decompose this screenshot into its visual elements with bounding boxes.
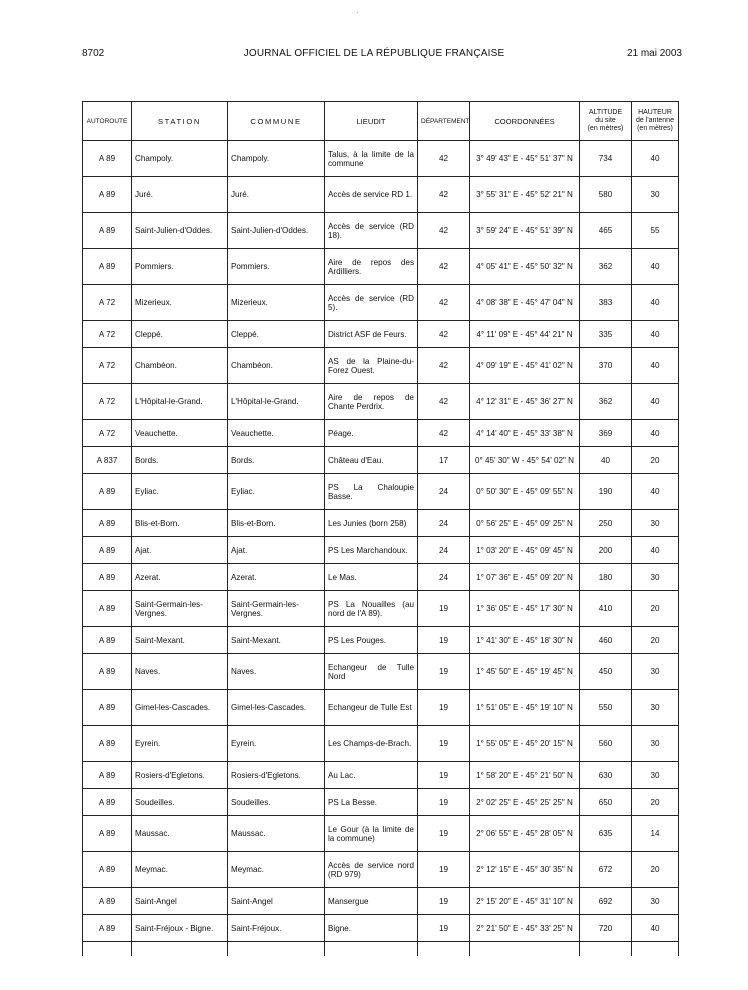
cell-lieudit: AS de la Plaine-du-Forez Ouest.	[325, 348, 418, 384]
table-row	[83, 510, 679, 537]
page-number: 8702	[82, 48, 105, 59]
cell-altitude: 734	[580, 141, 632, 177]
cell-autoroute: A 89	[83, 852, 132, 888]
cell-lieudit: Echangeur de Tulle Nord	[325, 654, 418, 690]
table-row	[83, 816, 679, 852]
col-header-commune: COMMUNE	[228, 102, 325, 141]
cell-coordonnees: 2° 02' 25" E - 45° 25' 25" N	[470, 789, 580, 816]
cell-lieudit: Les Champs-de-Brach.	[325, 726, 418, 762]
table-row	[83, 627, 679, 654]
table-row	[83, 852, 679, 888]
cell-autoroute: A 89	[83, 888, 132, 915]
cell-hauteur: 30	[632, 888, 679, 915]
cell-autoroute: A 89	[83, 591, 132, 627]
table-row	[83, 447, 679, 474]
cell-hauteur: 40	[632, 321, 679, 348]
cell-lieudit: Le Mas.	[325, 564, 418, 591]
cell-autoroute: A 72	[83, 321, 132, 348]
cell-coordonnees: 4° 11' 09" E - 45° 44' 21" N	[470, 321, 580, 348]
cell-commune: Bords.	[228, 447, 325, 474]
cell-coordonnees: 3° 49' 43" E - 45° 51' 37" N	[470, 141, 580, 177]
table-row	[83, 564, 679, 591]
cell-altitude: 383	[580, 285, 632, 321]
cell-station: Gimel-les-Cascades.	[132, 690, 228, 726]
cell-departement: 19	[418, 762, 470, 789]
cell-commune: Maussac.	[228, 816, 325, 852]
continuation-cell	[228, 942, 325, 956]
continuation-cell	[132, 942, 228, 956]
cell-station: Maussac.	[132, 816, 228, 852]
table-header-row	[83, 102, 679, 141]
cell-departement: 19	[418, 654, 470, 690]
cell-autoroute: A 89	[83, 177, 132, 213]
cell-departement: 19	[418, 591, 470, 627]
cell-commune: Saint-Angel	[228, 888, 325, 915]
cell-hauteur: 40	[632, 537, 679, 564]
cell-commune: Soudeilles.	[228, 789, 325, 816]
cell-station: Champoly.	[132, 141, 228, 177]
cell-lieudit: Talus, à la limite de la commune	[325, 141, 418, 177]
cell-commune: Ajat.	[228, 537, 325, 564]
cell-altitude: 465	[580, 213, 632, 249]
cell-hauteur: 30	[632, 690, 679, 726]
cell-commune: Gimel-les-Cascades.	[228, 690, 325, 726]
altitude-header-line3: (en mètres)	[587, 125, 624, 132]
cell-hauteur: 40	[632, 348, 679, 384]
cell-departement: 42	[418, 213, 470, 249]
altitude-header-line1: ALTITUDE	[588, 109, 623, 116]
cell-station: Saint-Germain-les-Vergnes.	[132, 591, 228, 627]
table-row	[83, 213, 679, 249]
cell-departement: 24	[418, 537, 470, 564]
cell-lieudit: PS La Nouailles (au nord de l'A 89).	[325, 591, 418, 627]
cell-autoroute: A 72	[83, 384, 132, 420]
cell-hauteur: 20	[632, 591, 679, 627]
cell-station: Rosiers-d'Egletons.	[132, 762, 228, 789]
cell-departement: 42	[418, 384, 470, 420]
cell-departement: 42	[418, 321, 470, 348]
cell-station: Eyliac.	[132, 474, 228, 510]
table-row	[83, 321, 679, 348]
col-header-station: STATION	[132, 102, 228, 141]
cell-commune: Mizerieux.	[228, 285, 325, 321]
cell-coordonnees: 1° 55' 05" E - 45° 20' 15" N	[470, 726, 580, 762]
cell-commune: Azerat.	[228, 564, 325, 591]
cell-autoroute: A 89	[83, 510, 132, 537]
cell-station: L'Hôpital-le-Grand.	[132, 384, 228, 420]
cell-departement: 19	[418, 789, 470, 816]
cell-hauteur: 30	[632, 564, 679, 591]
cell-station: Saint-Mexant.	[132, 627, 228, 654]
cell-altitude: 370	[580, 348, 632, 384]
continuation-cell	[580, 942, 632, 956]
cell-departement: 19	[418, 726, 470, 762]
cell-commune: Champoly.	[228, 141, 325, 177]
cell-hauteur: 40	[632, 141, 679, 177]
cell-lieudit: PS La Chaloupie Basse.	[325, 474, 418, 510]
cell-autoroute: A 89	[83, 654, 132, 690]
table-row	[83, 384, 679, 420]
col-header-coordonnees: COORDONNÉES	[470, 102, 580, 141]
cell-hauteur: 55	[632, 213, 679, 249]
cell-hauteur: 20	[632, 627, 679, 654]
cell-autoroute: A 837	[83, 447, 132, 474]
cell-coordonnees: 2° 06' 55" E - 45° 28' 05" N	[470, 816, 580, 852]
cell-autoroute: A 89	[83, 564, 132, 591]
cell-lieudit: Accès de service RD 1.	[325, 177, 418, 213]
cell-coordonnees: 4° 12' 31" E - 45° 36' 27" N	[470, 384, 580, 420]
cell-altitude: 250	[580, 510, 632, 537]
table-row	[83, 888, 679, 915]
table-row	[83, 285, 679, 321]
cell-hauteur: 30	[632, 177, 679, 213]
cell-coordonnees: 4° 08' 38" E - 45° 47' 04" N	[470, 285, 580, 321]
cell-lieudit: District ASF de Feurs.	[325, 321, 418, 348]
cell-hauteur: 30	[632, 510, 679, 537]
cell-altitude: 40	[580, 447, 632, 474]
col-header-altitude	[580, 102, 632, 141]
cell-lieudit: Péage.	[325, 420, 418, 447]
continuation-cell	[418, 942, 470, 956]
table-row	[83, 726, 679, 762]
cell-lieudit: PS La Besse.	[325, 789, 418, 816]
cell-autoroute: A 72	[83, 285, 132, 321]
cell-departement: 19	[418, 852, 470, 888]
cell-departement: 19	[418, 915, 470, 942]
cell-hauteur: 20	[632, 852, 679, 888]
cell-lieudit: Accès de service nord (RD 979)	[325, 852, 418, 888]
continuation-cell	[83, 942, 132, 956]
cell-altitude: 650	[580, 789, 632, 816]
cell-departement: 24	[418, 510, 470, 537]
cell-coordonnees: 1° 36' 05" E - 45° 17' 30" N	[470, 591, 580, 627]
table-row	[83, 348, 679, 384]
cell-coordonnees: 1° 41' 30" E - 45° 18' 30" N	[470, 627, 580, 654]
cell-commune: Saint-Mexant.	[228, 627, 325, 654]
cell-commune: Rosiers-d'Egletons.	[228, 762, 325, 789]
cell-coordonnees: 0° 45' 30" W - 45° 54' 02" N	[470, 447, 580, 474]
cell-hauteur: 30	[632, 726, 679, 762]
cell-coordonnees: 1° 51' 05" E - 45° 19' 10" N	[470, 690, 580, 726]
cell-station: Bords.	[132, 447, 228, 474]
cell-station: Ajat.	[132, 537, 228, 564]
cell-lieudit: Les Junies (born 258)	[325, 510, 418, 537]
table-row	[83, 690, 679, 726]
scan-dot: ·	[356, 8, 359, 17]
cell-autoroute: A 72	[83, 348, 132, 384]
cell-autoroute: A 89	[83, 141, 132, 177]
cell-altitude: 550	[580, 690, 632, 726]
cell-commune: Saint-Julien-d'Oddes.	[228, 213, 325, 249]
cell-hauteur: 40	[632, 915, 679, 942]
cell-altitude: 362	[580, 384, 632, 420]
cell-station: Saint-Angel	[132, 888, 228, 915]
table-row	[83, 177, 679, 213]
cell-commune: Meymac.	[228, 852, 325, 888]
cell-commune: L'Hôpital-le-Grand.	[228, 384, 325, 420]
col-header-lieudit: LIEUDIT	[325, 102, 418, 141]
cell-departement: 19	[418, 690, 470, 726]
table-row	[83, 762, 679, 789]
cell-hauteur: 40	[632, 249, 679, 285]
altitude-header-line2: du site	[595, 117, 616, 124]
cell-commune: Saint-Germain-les-Vergnes.	[228, 591, 325, 627]
cell-autoroute: A 89	[83, 816, 132, 852]
hauteur-header-line3: (en mètres)	[637, 125, 673, 132]
cell-autoroute: A 89	[83, 627, 132, 654]
cell-station: Eyrein.	[132, 726, 228, 762]
cell-hauteur: 30	[632, 762, 679, 789]
cell-departement: 42	[418, 141, 470, 177]
cell-coordonnees: 2° 15' 20" E - 45° 31' 10" N	[470, 888, 580, 915]
cell-coordonnees: 4° 05' 41" E - 45° 50' 32" N	[470, 249, 580, 285]
cell-station: Saint-Fréjoux - Bigne.	[132, 915, 228, 942]
cell-altitude: 692	[580, 888, 632, 915]
cell-autoroute: A 89	[83, 789, 132, 816]
cell-coordonnees: 2° 21' 50" E - 45° 33' 25" N	[470, 915, 580, 942]
cell-coordonnees: 3° 55' 31" E - 45° 52' 21" N	[470, 177, 580, 213]
cell-station: Meymac.	[132, 852, 228, 888]
cell-altitude: 450	[580, 654, 632, 690]
cell-commune: Eyrein.	[228, 726, 325, 762]
cell-autoroute: A 89	[83, 537, 132, 564]
cell-coordonnees: 1° 03' 20" E - 45° 09' 45" N	[470, 537, 580, 564]
table-row	[83, 420, 679, 447]
cell-lieudit: Aire de repos de Chante Perdrix.	[325, 384, 418, 420]
cell-hauteur: 40	[632, 474, 679, 510]
cell-altitude: 190	[580, 474, 632, 510]
cell-departement: 19	[418, 627, 470, 654]
table-row	[83, 141, 679, 177]
cell-station: Veauchette.	[132, 420, 228, 447]
col-header-departement: DÉPARTEMENT	[418, 102, 470, 141]
hauteur-header-line1: HAUTEUR	[638, 109, 672, 116]
cell-altitude: 580	[580, 177, 632, 213]
cell-commune: Juré.	[228, 177, 325, 213]
table-row	[83, 537, 679, 564]
cell-coordonnees: 4° 14' 40" E - 45° 33' 38" N	[470, 420, 580, 447]
cell-lieudit: Le Gour (à la limite de la commune)	[325, 816, 418, 852]
cell-altitude: 630	[580, 762, 632, 789]
journal-title: JOURNAL OFFICIEL DE LA RÉPUBLIQUE FRANÇAISE	[243, 48, 505, 59]
cell-altitude: 410	[580, 591, 632, 627]
cell-altitude: 180	[580, 564, 632, 591]
cell-departement: 42	[418, 285, 470, 321]
cell-autoroute: A 89	[83, 690, 132, 726]
cell-station: Azerat.	[132, 564, 228, 591]
cell-hauteur: 40	[632, 384, 679, 420]
cell-coordonnees: 1° 45' 50" E - 45° 19' 45" N	[470, 654, 580, 690]
cell-coordonnees: 4° 09' 19" E - 45° 41' 02" N	[470, 348, 580, 384]
cell-lieudit: Château d'Eau.	[325, 447, 418, 474]
cell-lieudit: Accès de service (RD 5).	[325, 285, 418, 321]
cell-altitude: 720	[580, 915, 632, 942]
cell-commune: Veauchette.	[228, 420, 325, 447]
cell-altitude: 635	[580, 816, 632, 852]
cell-departement: 24	[418, 564, 470, 591]
cell-altitude: 369	[580, 420, 632, 447]
cell-departement: 17	[418, 447, 470, 474]
cell-coordonnees: 2° 12' 15" E - 45° 30' 35" N	[470, 852, 580, 888]
cell-departement: 24	[418, 474, 470, 510]
cell-departement: 19	[418, 888, 470, 915]
table-row	[83, 249, 679, 285]
cell-hauteur: 20	[632, 789, 679, 816]
cell-commune: Chambéon.	[228, 348, 325, 384]
table-row	[83, 474, 679, 510]
cell-commune: Eyliac.	[228, 474, 325, 510]
cell-station: Mizerieux.	[132, 285, 228, 321]
col-header-autoroute: AUTOROUTE	[83, 102, 132, 141]
cell-hauteur: 40	[632, 420, 679, 447]
cell-commune: Naves.	[228, 654, 325, 690]
continuation-cell	[470, 942, 580, 956]
cell-altitude: 460	[580, 627, 632, 654]
antenna-sites-table	[82, 101, 679, 956]
cell-station: Cleppé.	[132, 321, 228, 348]
cell-commune: Pommiers.	[228, 249, 325, 285]
cell-commune: Blis-et-Born.	[228, 510, 325, 537]
table-row	[83, 654, 679, 690]
cell-station: Blis-et-Born.	[132, 510, 228, 537]
cell-coordonnees: 1° 07' 36" E - 45° 09' 20" N	[470, 564, 580, 591]
continuation-cell	[325, 942, 418, 956]
cell-autoroute: A 72	[83, 420, 132, 447]
hauteur-header-line2: de l'antenne	[636, 117, 674, 124]
cell-autoroute: A 89	[83, 915, 132, 942]
cell-autoroute: A 89	[83, 726, 132, 762]
cell-commune: Cleppé.	[228, 321, 325, 348]
cell-altitude: 672	[580, 852, 632, 888]
cell-autoroute: A 89	[83, 249, 132, 285]
cell-station: Juré.	[132, 177, 228, 213]
cell-station: Chambéon.	[132, 348, 228, 384]
cell-departement: 19	[418, 816, 470, 852]
continuation-cell	[632, 942, 679, 956]
cell-hauteur: 20	[632, 447, 679, 474]
cell-coordonnees: 0° 50' 30" E - 45° 09' 55" N	[470, 474, 580, 510]
cell-altitude: 200	[580, 537, 632, 564]
table-row	[83, 915, 679, 942]
cell-lieudit: Au Lac.	[325, 762, 418, 789]
cell-hauteur: 30	[632, 654, 679, 690]
cell-altitude: 362	[580, 249, 632, 285]
cell-departement: 42	[418, 348, 470, 384]
table-continuation-row	[83, 942, 679, 956]
cell-lieudit: PS Les Marchandoux.	[325, 537, 418, 564]
cell-station: Saint-Julien-d'Oddes.	[132, 213, 228, 249]
cell-lieudit: PS Les Pouges.	[325, 627, 418, 654]
cell-commune: Saint-Fréjoux.	[228, 915, 325, 942]
table-row	[83, 789, 679, 816]
cell-autoroute: A 89	[83, 474, 132, 510]
cell-departement: 42	[418, 420, 470, 447]
cell-autoroute: A 89	[83, 762, 132, 789]
cell-hauteur: 14	[632, 816, 679, 852]
cell-station: Soudeilles.	[132, 789, 228, 816]
cell-lieudit: Echangeur de Tulle Est	[325, 690, 418, 726]
publication-date: 21 mai 2003	[626, 48, 682, 59]
cell-altitude: 560	[580, 726, 632, 762]
cell-altitude: 335	[580, 321, 632, 348]
cell-station: Naves.	[132, 654, 228, 690]
cell-lieudit: Aire de repos des Ardilliers.	[325, 249, 418, 285]
cell-departement: 42	[418, 249, 470, 285]
cell-station: Pommiers.	[132, 249, 228, 285]
cell-hauteur: 40	[632, 285, 679, 321]
cell-coordonnees: 0° 56' 25" E - 45° 09' 25" N	[470, 510, 580, 537]
col-header-hauteur	[632, 102, 679, 141]
cell-coordonnees: 3° 59' 24" E - 45° 51' 39" N	[470, 213, 580, 249]
cell-coordonnees: 1° 58' 20" E - 45° 21' 50" N	[470, 762, 580, 789]
cell-lieudit: Accès de service (RD 18).	[325, 213, 418, 249]
cell-departement: 42	[418, 177, 470, 213]
table-row	[83, 591, 679, 627]
cell-lieudit: Mansergue	[325, 888, 418, 915]
cell-autoroute: A 89	[83, 213, 132, 249]
cell-lieudit: Bigne.	[325, 915, 418, 942]
